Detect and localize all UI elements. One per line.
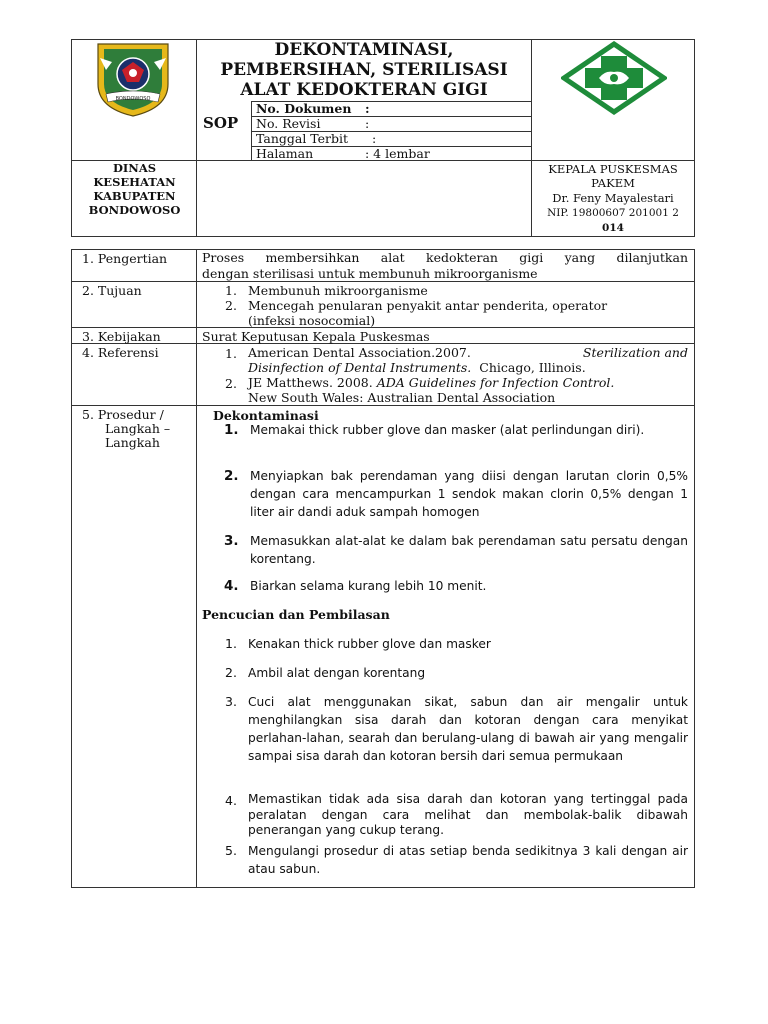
referensi-1-title-b: Disinfection of Dental Instruments. [248,360,472,375]
pengertian-text-line-1: Proses membersihkan alat kedokteran gigi yang dilanjutkan [202,250,688,265]
svg-text:BONDOWOSO: BONDOWOSO [115,96,151,102]
cuci-num-4: 4. [225,793,237,808]
tujuan-item-2: Mencegah penularan penyakit antar penderita, operator [248,298,608,313]
dekon-item-3: Memasukkan alat-alat ke dalam bak perendaman satu persatu dengan korentang. [250,534,688,566]
heading-dekontaminasi: Dekontaminasi [213,408,319,423]
referensi-1-author: American Dental Association.2007. [248,345,471,360]
field-label-halaman: Halaman [256,146,314,161]
cuci-num-2: 2. [225,665,237,680]
section-label-tujuan: 2. Tujuan [82,283,142,298]
document-title-line-3: ALAT KEDOKTERAN GIGI [240,80,488,100]
dekon-item-2: Menyiapkan bak perendaman yang diisi dengan larutan clorin 0,5% dengan cara mencampurkan 1 sendok makan clorin 0,5% dengan 1 liter air dandi aduk sampah homogen [250,469,688,519]
sop-label: SOP [203,114,239,132]
kepala-nip-line-2: 014 [602,222,624,234]
dekon-num-4: 4. [224,578,239,594]
pengertian-text-line-2: dengan sterilisasi untuk membunuh mikroorganisme [202,266,538,281]
referensi-1-line-1 [248,345,688,360]
dinas-caption-line-2: KESEHATAN [93,175,176,189]
tujuan-item-1: Membunuh mikroorganisme [248,283,428,298]
kepala-name: Dr. Feny Mayalestari [552,191,674,205]
cuci-item-3: Cuci alat menggunakan sikat, sabun dan air mengalir untuk menghilangkan sisa darah dan kotoran dengan cara menyikat perlahan-lahan, searah dan berulang-ulang di bawah air yang mengalir sampai sisa darah dan kotoran bersih dari semua permukaan [248,695,688,763]
kepala-caption-line-1: KEPALA PUSKESMAS [548,162,678,176]
dinas-caption-line-1: DINAS [112,161,157,175]
tujuan-num-2: 2. [225,298,237,313]
field-value-tanggal-terbit: : [372,131,377,146]
heading-pencucian: Pencucian dan Pembilasan [202,607,390,622]
kepala-caption-line-2: PAKEM [591,176,635,190]
section-label-prosedur-1: 5. Prosedur / [82,407,164,422]
section-label-kebijakan: 3. Kebijakan [82,329,161,344]
field-value-no-revisi: : [365,116,370,131]
kepala-nip-line-1: NIP. 19800607 201001 2 [547,207,679,219]
puskesmas-logo [561,41,667,115]
kebijakan-text: Surat Keputusan Kepala Puskesmas [202,329,430,344]
referensi-num-2: 2. [225,376,237,391]
cuci-num-1: 1. [225,636,237,651]
section-label-pengertian: 1. Pengertian [82,251,168,266]
referensi-2-title: ADA Guidelines for Infection Control. [376,375,615,390]
field-value-no-dokumen: : [365,101,370,116]
field-label-no-dokumen: No. Dokumen [256,101,352,116]
dekon-num-3: 3. [224,533,239,549]
referensi-2-line-2: New South Wales: Australian Dental Association [248,390,556,405]
cuci-num-3: 3. [225,694,237,709]
dinas-caption-line-3: KABUPATEN [93,189,176,203]
bondowoso-emblem-logo [92,40,174,118]
cuci-item-2: Ambil alat dengan korentang [248,666,426,680]
referensi-num-1: 1. [225,346,237,361]
cuci-item-4: Memastikan tidak ada sisa darah dan kotoran yang tertinggal pada peralatan dengan cara melihat dan membolak-balik dibawah penerangan yang cukup terang. [248,792,688,837]
section-label-referensi: 4. Referensi [82,345,159,360]
cuci-item-5: Mengulangi prosedur di atas setiap benda sedikitnya 3 kali dengan air atau sabun. [248,844,688,876]
section-label-prosedur-3: Langkah [105,435,160,450]
referensi-1-line-2 [248,360,586,375]
tujuan-item-2-continued: (infeksi nosocomial) [248,313,376,328]
referensi-1-place: Chicago, Illinois. [479,360,586,375]
field-label-tanggal-terbit: Tanggal Terbit [256,131,349,146]
dinas-caption-line-4: BONDOWOSO [88,203,181,217]
referensi-2-author: JE Matthews. 2008. [248,375,373,390]
document-title-line-1: DEKONTAMINASI, [274,40,454,60]
dekon-num-2: 2. [224,468,239,484]
section-label-prosedur-2: Langkah – [105,421,171,436]
referensi-2-line-1 [248,375,614,390]
dekon-num-1: 1. [224,422,239,438]
cuci-num-5: 5. [225,843,237,858]
document-title-line-2: PEMBERSIHAN, STERILISASI [220,60,508,80]
field-value-halaman: : 4 lembar [365,146,430,161]
dekon-item-1: Memakai thick rubber glove dan masker (alat perlindungan diri). [250,423,645,437]
cuci-item-1: Kenakan thick rubber glove dan masker [248,637,491,651]
tujuan-num-1: 1. [225,283,237,298]
dekon-item-4: Biarkan selama kurang lebih 10 menit. [250,579,487,593]
referensi-1-title-a: Sterilization and [582,345,688,360]
field-label-no-revisi: No. Revisi [256,116,321,131]
